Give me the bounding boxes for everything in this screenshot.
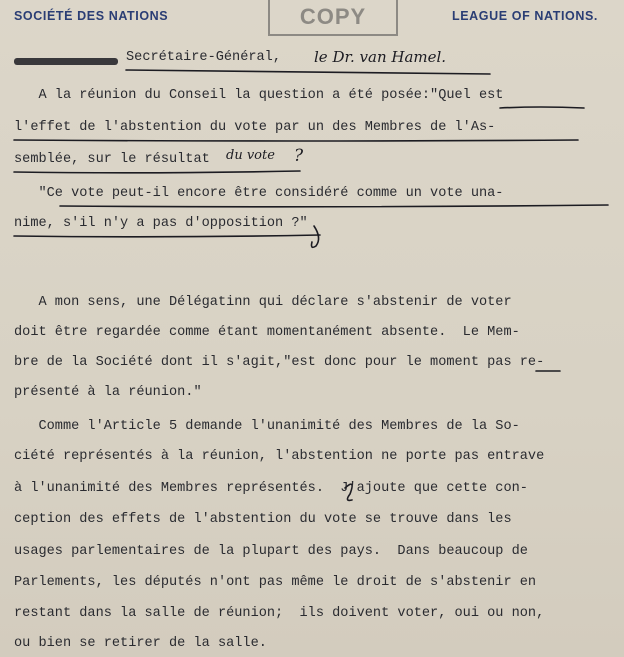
paragraph-line: l'effet de l'abstention du vote par un des Membres de l'As- <box>14 120 496 135</box>
paragraph-line: "Ce vote peut-il encore être considéré comme un vote una- <box>14 186 504 201</box>
title-line: Secrétaire-Général, <box>126 50 281 65</box>
crossed-out-text <box>14 58 118 65</box>
handwritten-addressee: le Dr. van Hamel. <box>314 48 447 66</box>
paragraph-line: A la réunion du Conseil la question a été posée:"Quel est <box>14 88 504 103</box>
letterhead-english: LEAGUE OF NATIONS. <box>452 9 598 23</box>
paragraph-line: semblée, sur le résultat <box>14 152 210 167</box>
hook-mark <box>312 226 319 247</box>
paragraph-line: A mon sens, une Délégatinn qui déclare s'abstenir de voter <box>14 295 512 310</box>
question-underline-3 <box>14 171 300 173</box>
handwritten-question-mark: ? <box>294 146 304 166</box>
handwritten-insert: du vote <box>226 148 275 163</box>
question-underline-5 <box>14 235 320 237</box>
title-underline <box>126 70 490 74</box>
paragraph-line: ception des effets de l'abstention du vote se trouve dans les <box>14 512 512 527</box>
paragraph-line: usages parlementaires de la plupart des pays. Dans beaucoup de <box>14 544 528 559</box>
paragraph-line: nime, s'il n'y a pas d'opposition ?" <box>14 216 308 231</box>
question-underline-4 <box>60 205 608 207</box>
copy-stamp: COPY <box>268 0 398 36</box>
paragraph-line: présenté à la réunion." <box>14 385 202 400</box>
paragraph-line: ciété représentés à la réunion, l'abstention ne porte pas entrave <box>14 449 545 464</box>
paragraph-line: à l'unanimité des Membres représentés. J'ajoute que cette con- <box>14 481 528 496</box>
paragraph-line: restant dans la salle de réunion; ils doivent voter, oui ou non, <box>14 606 545 621</box>
letterhead-french: SOCIÉTÉ DES NATIONS <box>14 9 169 23</box>
question-underline-2 <box>14 140 578 141</box>
paragraph-line: Comme l'Article 5 demande l'unanimité des Membres de la So- <box>14 419 520 434</box>
question-underline-1 <box>500 107 584 108</box>
paragraph-line: doit être regardée comme étant momentanément absente. Le Mem- <box>14 325 520 340</box>
paragraph-line: bre de la Société dont il s'agit,"est donc pour le moment pas re- <box>14 355 545 370</box>
paragraph-line: Parlements, les députés n'ont pas même le droit de s'abstenir en <box>14 575 537 590</box>
paragraph-line: ou bien se retirer de la salle. <box>14 636 267 651</box>
